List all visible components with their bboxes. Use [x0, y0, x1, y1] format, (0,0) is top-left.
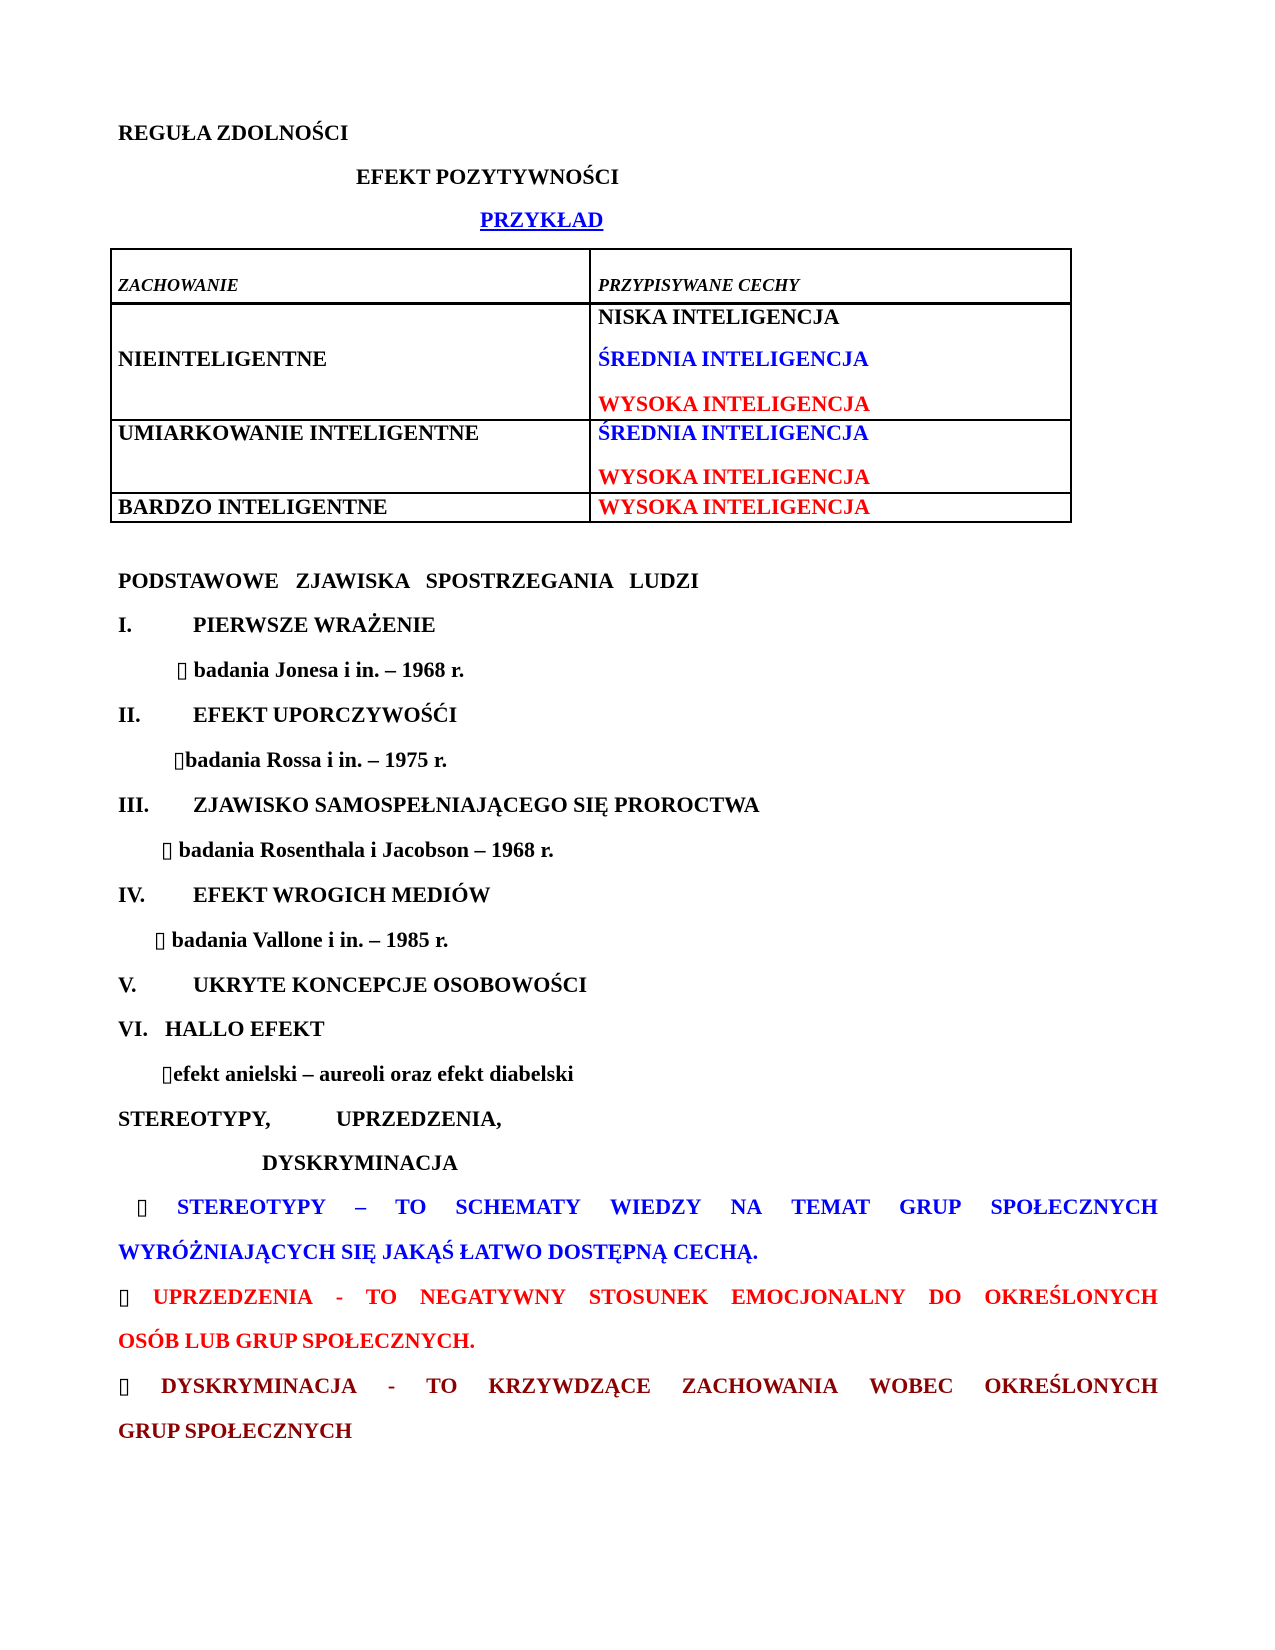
phenomenon-number: II.: [118, 702, 141, 727]
header-traits: PRZYPISYWANE CECHY: [598, 275, 800, 295]
bullet-icon: ▯: [161, 1061, 174, 1086]
definition-discrimination-line2: GRUP SPOŁECZNYCH: [118, 1418, 353, 1443]
section-heading: PODSTAWOWE ZJAWISKA SPOSTRZEGANIA LUDZI: [118, 568, 699, 593]
stereotypes-heading-part1: STEREOTYPY,: [118, 1106, 271, 1131]
bullet-icon: ▯: [176, 657, 189, 682]
row1-trait-low: NISKA INTELIGENCJA: [598, 304, 840, 329]
row2-trait-high: WYSOKA INTELIGENCJA: [598, 464, 871, 489]
bullet-icon: ▯: [136, 1194, 149, 1219]
rule-title: REGUŁA ZDOLNOŚCI: [118, 120, 349, 145]
bullet-icon: ▯: [118, 1373, 131, 1398]
phenomenon-label: PIERWSZE WRAŻENIE: [193, 612, 436, 637]
row2-behavior: UMIARKOWANIE INTELIGENTNE: [118, 420, 480, 445]
definition-stereotypes-line2: WYRÓŻNIAJĄCYCH SIĘ JAKĄŚ ŁATWO DOSTĘPNĄ CECHĄ.: [118, 1239, 759, 1264]
phenomenon-note: ▯ badania Rosenthala i Jacobson – 1968 r.: [161, 837, 554, 862]
definition-prejudice-line2: OSÓB LUB GRUP SPOŁECZNYCH.: [118, 1328, 475, 1353]
example-link[interactable]: PRZYKŁAD: [480, 207, 604, 232]
phenomenon-number: III.: [118, 792, 150, 817]
row2-trait-mid: ŚREDNIA INTELIGENCJA: [598, 420, 869, 445]
row3-behavior: BARDZO INTELIGENTNE: [118, 494, 388, 519]
row1-trait-high: WYSOKA INTELIGENCJA: [598, 391, 871, 416]
phenomenon-number: VI.: [118, 1016, 148, 1041]
phenomenon-number: IV.: [118, 882, 146, 907]
phenomenon-number: V.: [118, 972, 137, 997]
phenomenon-label: UKRYTE KONCEPCJE OSOBOWOŚCI: [193, 972, 588, 997]
phenomenon-note: ▯ badania Vallone i in. – 1985 r.: [154, 927, 449, 952]
bullet-icon: ▯: [173, 747, 186, 772]
row1-trait-mid: ŚREDNIA INTELIGENCJA: [598, 346, 869, 371]
header-behavior: ZACHOWANIE: [118, 275, 239, 295]
phenomenon-label: EFEKT WROGICH MEDIÓW: [193, 882, 491, 907]
bullet-icon: ▯: [161, 837, 174, 862]
row1-behavior: NIEINTELIGENTNE: [118, 346, 328, 371]
phenomenon-number: I.: [118, 612, 133, 637]
row3-trait-high: WYSOKA INTELIGENCJA: [598, 494, 871, 519]
stereotypes-heading-part2: UPRZEDZENIA,: [336, 1106, 502, 1131]
phenomenon-label: EFEKT UPORCZYWOŚĆI: [193, 702, 458, 727]
traits-table: [110, 248, 1072, 523]
bullet-icon: ▯: [154, 927, 167, 952]
phenomenon-note: ▯ badania Jonesa i in. – 1968 r.: [176, 657, 465, 682]
definition-stereotypes-line1: ▯ STEREOTYPY – TO SCHEMATY WIEDZY NA TEMAT GRUP SPOŁECZNYCH: [136, 1194, 1158, 1219]
definition-prejudice-line1: ▯ UPRZEDZENIA - TO NEGATYWNY STOSUNEK EMOCJONALNY DO OKREŚLONYCH: [118, 1284, 1158, 1309]
phenomenon-note: ▯badania Rossa i in. – 1975 r.: [173, 747, 448, 772]
phenomenon-label: ZJAWISKO SAMOSPEŁNIAJĄCEGO SIĘ PROROCTWA: [193, 792, 760, 817]
phenomenon-label: HALLO EFEKT: [165, 1016, 325, 1041]
subtitle: EFEKT POZYTYWNOŚCI: [356, 164, 620, 189]
phenomenon-note: ▯efekt anielski – aureoli oraz efekt diabelski: [161, 1061, 574, 1086]
definition-discrimination-line1: ▯ DYSKRYMINACJA - TO KRZYWDZĄCE ZACHOWANIA WOBEC OKREŚLONYCH: [118, 1373, 1158, 1398]
stereotypes-heading-part3: DYSKRYMINACJA: [262, 1150, 459, 1175]
bullet-icon: ▯: [118, 1284, 131, 1309]
